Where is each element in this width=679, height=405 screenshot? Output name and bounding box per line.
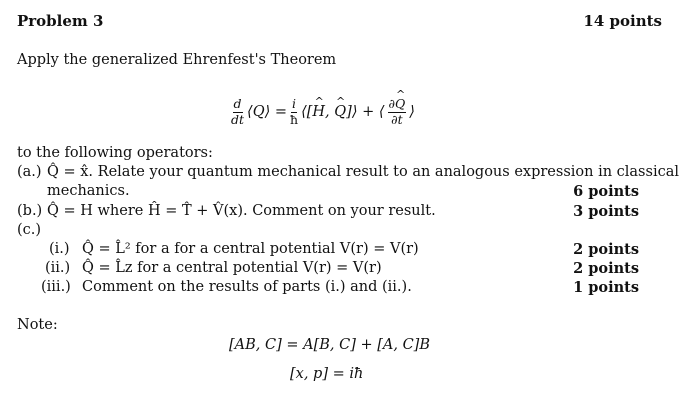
part-b-label: (b.) <box>17 203 43 219</box>
part-c-iii-text: Comment on the results of parts (i.) and (ii.). <box>82 279 412 295</box>
part-a-points: 6 points <box>573 183 639 200</box>
commutator-identity: [AB, C] = A[B, C] + [A, C]B <box>229 337 430 353</box>
part-b-points: 3 points <box>573 203 639 220</box>
part-c-i-text: Q̂ = L̂² for a for a central potential V(r) = V(r) <box>82 241 419 257</box>
part-c-ii-points: 2 points <box>573 260 639 277</box>
part-b-text: Q̂ = H where Ĥ = T̂ + V̂(x). Comment on your result. <box>47 203 436 219</box>
part-c-i-label: (i.) <box>49 241 70 257</box>
intro-text: Apply the generalized Ehrenfest's Theorem <box>17 52 337 68</box>
part-c-iii-points: 1 points <box>573 279 639 296</box>
part-c-ii-text: Q̂ = L̂z for a central potential V(r) = V(r) <box>82 260 382 276</box>
part-a-text-line2: mechanics. <box>47 183 130 199</box>
problem-title: Problem 3 <box>17 12 104 30</box>
lead-in-text: to the following operators: <box>17 145 213 161</box>
part-a-label: (a.) <box>17 164 42 180</box>
ehrenfest-equation: $\frac{d}{dt}$ ⟨Q⟩ = $\frac{i}{ħ}$ ⟨[^ H, ^ Q]⟩ + ⟨ $\frac{\partial\^{} Q}{\partial t}$ ⟩ <box>231 92 415 132</box>
canonical-commutator: [x, p] = iħ <box>290 366 364 382</box>
part-c-ii-label: (ii.) <box>45 260 71 276</box>
part-a-text-line1: Q̂ = x̂. Relate your quantum mechanical result to an analogous expression in classical <box>47 164 679 180</box>
note-label: Note: <box>17 317 58 333</box>
part-c-iii-label: (iii.) <box>41 279 71 295</box>
part-c-i-points: 2 points <box>573 241 639 258</box>
part-c-label: (c.) <box>17 222 42 238</box>
total-points: 14 points <box>583 12 662 30</box>
